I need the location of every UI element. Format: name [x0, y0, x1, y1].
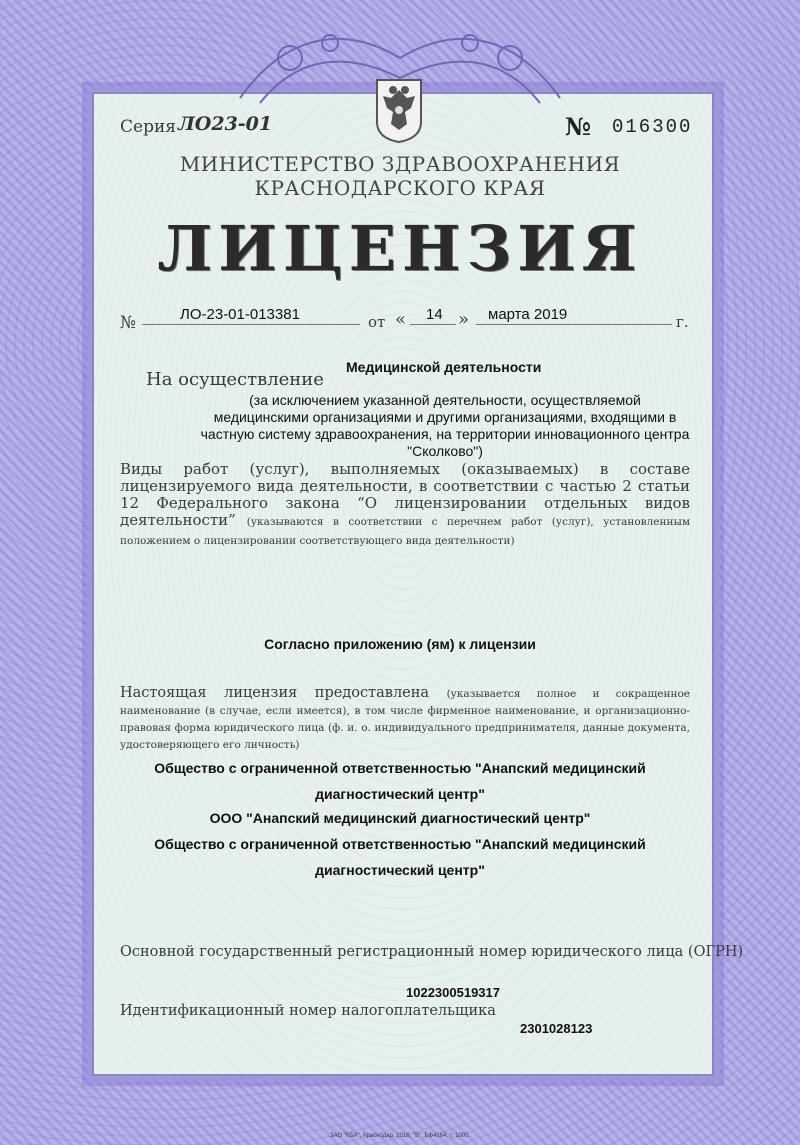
series-label: Серия [120, 117, 177, 137]
ministry-name-line2: КРАСНОДАРСКОГО КРАЯ [254, 176, 546, 200]
inn-value: 2301028123 [520, 1021, 593, 1036]
activity-exclusion: (за исключением указанной деятельности, осуществляемой медицинскими организациями и другими организациями, входящими в частную систему здравоохранения, на территории инновационного центра "Сколково") [200, 392, 690, 459]
day-underline [410, 324, 456, 325]
org-full-name-2a: Общество с ограниченной ответственностью "Анапский медицинский [154, 836, 646, 852]
blank-number-value: 016300 [612, 116, 693, 138]
org-full-name-1a: Общество с ограниченной ответственностью "Анапский медицинский [154, 760, 646, 776]
document-title: ЛИЦЕНЗИЯ [157, 212, 643, 285]
granted-text: Настоящая лицензия предоставлена [120, 685, 430, 701]
granted-description [120, 685, 690, 753]
org-full-name-1b: диагностический центр" [315, 786, 485, 802]
license-number-label: № [120, 313, 137, 333]
appendix-reference: Согласно приложению (ям) к лицензии [264, 636, 536, 652]
works-description [120, 461, 690, 550]
license-day: 14 [426, 306, 443, 323]
org-full-name-2b: диагностический центр" [315, 862, 485, 878]
series-value: ЛО23-01 [178, 113, 273, 135]
license-month-year: марта 2019 [488, 306, 568, 323]
year-suffix: г. [676, 313, 689, 331]
activity-label: На осуществление [146, 369, 324, 390]
coat-of-arms-icon [373, 78, 425, 144]
works-text: Виды работ (услуг), выполняемых (оказываемых) в составе лицензируемого вида деятельности, в соответствии с частью 2 статьи 12 Федерального закона “О лицензировании отдельных видов деятельности” [120, 460, 690, 529]
ogrn-value: 1022300519317 [406, 985, 500, 1000]
month-underline [476, 324, 672, 325]
ogrn-label: Основной государственный регистрационный номер юридического лица (ОГРН) [120, 944, 744, 960]
inn-label: Идентификационный номер налогоплательщика [120, 1003, 496, 1019]
license-number: ЛО-23-01-013381 [180, 306, 300, 323]
ministry-name-line1: МИНИСТЕРСТВО ЗДРАВООХРАНЕНИЯ [179, 152, 621, 176]
quote-open: « [395, 309, 407, 330]
org-short-name: ООО "Анапский медицинский диагностический центр" [209, 810, 591, 826]
activity-value: Медицинской деятельности [346, 359, 542, 375]
license-number-underline [142, 324, 360, 325]
printer-imprint: ЗАО "КБИ", Краснодар, 2016, "В", БФ4164, т. 1000. [329, 1133, 471, 1139]
works-note: (указываются в соответствии с перечнем работ (услуг), установленным положением о лицензировании соответствующего вида деятельности) [120, 516, 690, 547]
blank-number-sign: № [565, 112, 592, 141]
quote-close: » [458, 309, 470, 330]
from-label: от [368, 313, 386, 331]
granted-note: (указывается полное и сокращенное наименование (в случае, если имеется), в том числе фирменное наименование, и организационно-правовая форма юридического лица (ф. и. о. индивидуального предпринимателя, данные документа, удостоверяющего его личность) [120, 688, 691, 751]
